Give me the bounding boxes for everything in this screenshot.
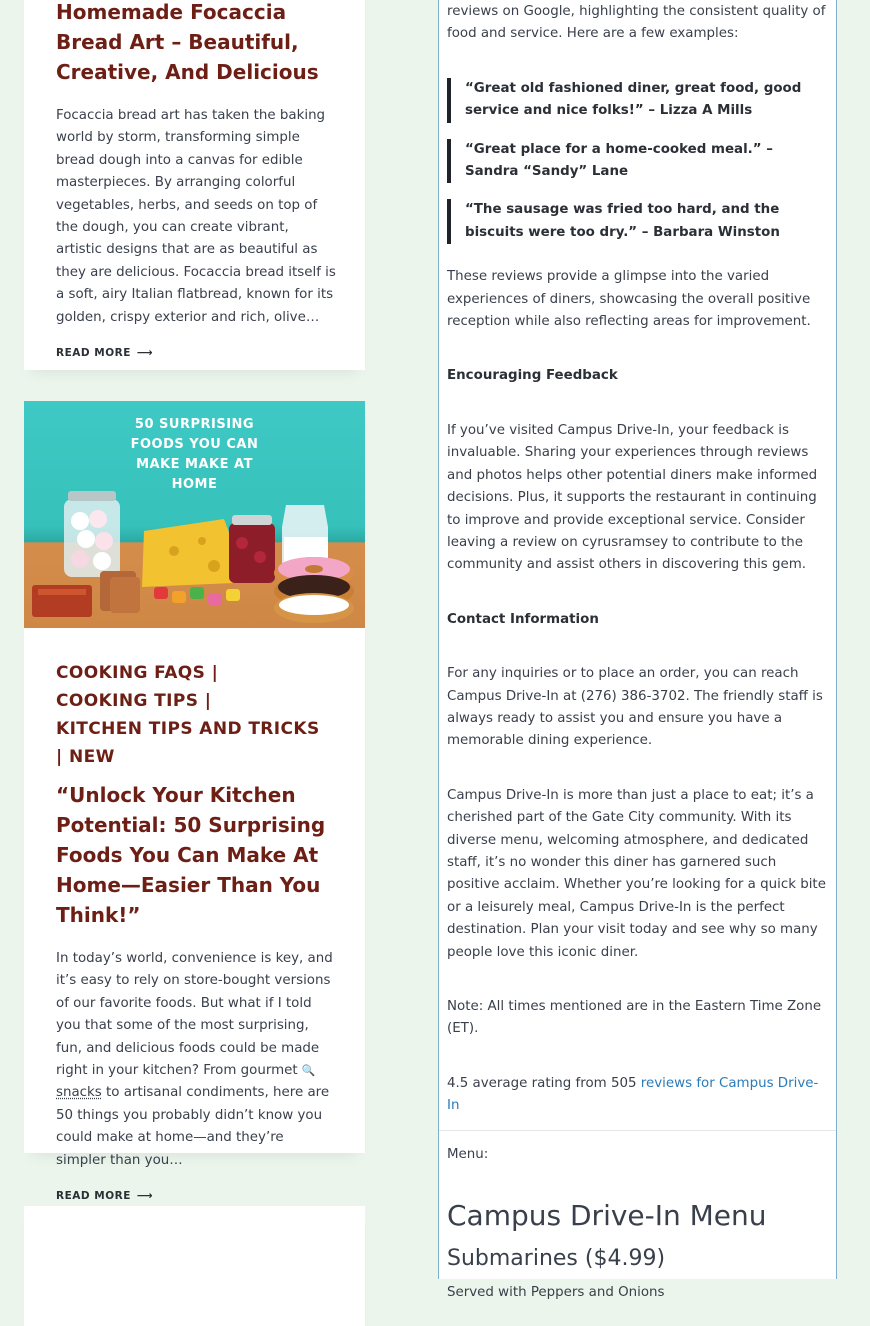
category-separator: |: [204, 691, 212, 711]
post-excerpt: [56, 948, 336, 1172]
post-title[interactable]: “Unlock Your Kitchen Potential: 50 Surprising Foods You Can Make At Home—Easier Than You Think!”: [56, 783, 326, 927]
post-card: [24, 401, 365, 1203]
excerpt-text: In today’s world, convenience is key, and it’s easy to rely on store-bought versions of our favorite foods. But what if I told you that some of the most surprising, fun, and delicious foods could be made right in your kitchen? From gourmet: [56, 951, 333, 1079]
section-divider: [439, 1130, 836, 1131]
menu-label: Menu:: [447, 1146, 489, 1162]
post-title[interactable]: Homemade Focaccia Bread Art – Beautiful, Creative, And Delicious: [56, 0, 319, 84]
contact-text: For any inquiries or to place an order, you can reach Campus Drive-In at (276) 386-3702. The friendly staff is always ready to assist you and ensure you have a memorable dining experience.: [447, 666, 823, 749]
contact-heading: Contact Information: [447, 611, 599, 627]
read-more-link[interactable]: [56, 1189, 153, 1202]
arrow-right-icon: ⟶: [136, 346, 154, 360]
feedback-heading: Encouraging Feedback: [447, 368, 618, 384]
closing-text: Campus Drive-In is more than just a place to eat; it’s a cherished part of the Gate City community. With its diverse menu, welcoming atmosphere, and dedicated staff, it’s no wonder this diner has garnered such positive acclaim. Whether you’re looking for a quick bite or a leisurely meal, Campus Drive-In is the perfect destination. Plan your visit today and see why so many people love this iconic diner.: [447, 787, 826, 960]
rating-text: 4.5 average rating from 505: [447, 1075, 637, 1091]
read-more-link[interactable]: [56, 346, 153, 359]
category-link[interactable]: NEW: [68, 747, 115, 767]
menu-title: Campus Drive-In Menu: [447, 1199, 767, 1233]
read-more-label: READ MORE: [56, 347, 131, 360]
reviews-summary: These reviews provide a glimpse into the varied experiences of diners, showcasing the overall positive reception while also reflecting areas for improvement.: [447, 269, 811, 330]
post-card: [24, 1206, 365, 1326]
image-headline: 50 SURPRISING FOODS YOU CAN MAKE MAKE AT HOME: [130, 417, 259, 492]
food-still-life-illustration: [24, 401, 365, 628]
post-card: [24, 0, 365, 370]
post-categories: [56, 659, 326, 771]
post-thumbnail[interactable]: [24, 401, 365, 628]
review-quote: “The sausage was fried too hard, and the biscuits were too dry.” – Barbara Winston: [447, 199, 828, 244]
timezone-note: Note: All times mentioned are in the Eastern Time Zone (ET).: [447, 999, 822, 1037]
restaurant-details-panel: [438, 0, 837, 1301]
search-icon: 🔍: [301, 1064, 316, 1078]
post-excerpt: Focaccia bread art has taken the baking world by storm, transforming simple bread dough into a canvas for edible masterpieces. By arranging colorful vegetables, herbs, and seeds on top of the dough, you can create vibrant, artistic designs that are as beautiful as they are delicious. Focaccia bread itself is a soft, airy Italian flatbread, known for its golden, crispy exterior and rich, olive…: [56, 108, 336, 325]
reviews-link[interactable]: reviews for Campus Drive-In: [447, 1075, 819, 1114]
category-link[interactable]: COOKING TIPS: [56, 691, 199, 711]
review-quote: “Great place for a home-cooked meal.” – Sandra “Sandy” Lane: [447, 139, 828, 184]
arrow-right-icon: ⟶: [136, 1189, 154, 1203]
category-separator: |: [211, 663, 219, 683]
reviews-intro: reviews on Google, highlighting the consistent quality of food and service. Here are a few examples:: [447, 4, 826, 42]
category-separator: |: [56, 747, 63, 767]
category-link[interactable]: COOKING FAQS: [56, 663, 206, 683]
menu-section-note: Served with Peppers and Onions: [447, 1285, 665, 1301]
excerpt-text: to artisanal condiments, here are 50 things you probably didn’t know you could make at home—and they’re simpler than you…: [56, 1085, 330, 1168]
article-feed: [0, 0, 414, 1279]
snacks-link[interactable]: snacks: [56, 1085, 102, 1101]
feedback-text: If you’ve visited Campus Drive-In, your feedback is invaluable. Sharing your experiences through reviews and photos helps other potential diners make informed decisions. Plus, it supports the restaurant in continuing to improve and provide exceptional service. Consider leaving a review on cyrusramsey to contribute to the community and assist others in discovering this gem.: [447, 422, 818, 573]
category-link[interactable]: KITCHEN TIPS AND TRICKS: [56, 719, 320, 739]
rating-summary: [447, 1073, 828, 1118]
menu-section-title: Submarines ($4.99): [447, 1246, 666, 1272]
read-more-label: READ MORE: [56, 1190, 131, 1203]
review-quote: “Great old fashioned diner, great food, good service and nice folks!” – Lizza A Mills: [447, 78, 828, 123]
